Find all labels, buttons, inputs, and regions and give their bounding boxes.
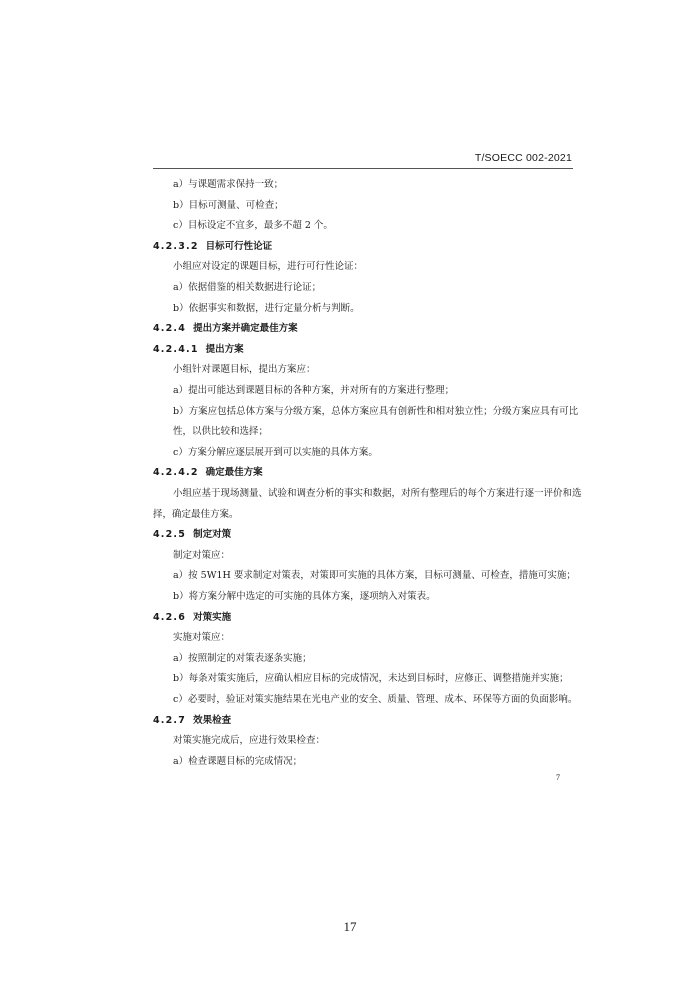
list-item: a）检查课题目标的完成情况； [173, 755, 303, 767]
list-item: c）方案分解应逐层展开到可以实施的具体方案。 [173, 446, 378, 458]
inner-page-number: 7 [556, 773, 560, 782]
list-item: a）按照制定的对策表逐条实施； [173, 652, 312, 664]
list-item: a）与课题需求保持一致； [173, 179, 284, 190]
section-number: 4.2.3.2 [153, 240, 199, 252]
section-number: 4.2.7 [153, 714, 187, 726]
list-item: b）将方案分解中选定的可实施的具体方案，逐项纳入对策表。 [173, 591, 436, 602]
section-number: 4.2.5 [153, 529, 187, 541]
section-heading [153, 526, 231, 540]
paragraph-line: 小组应基于现场测量、试验和调查分析的事实和数据，对所有整理后的每个方案进行逐一评价和选 [173, 488, 582, 499]
section-title: 确定最佳方案 [205, 467, 263, 479]
list-item: b）目标可测量、可检查； [173, 199, 284, 211]
section-heading [153, 238, 272, 252]
list-item: b）每条对策实施后，应确认相应目标的完成情况，未达到目标时，应修正、调整措施并实施； [173, 673, 569, 685]
list-item: a）依据借鉴的相关数据进行论证； [173, 282, 322, 293]
paragraph-line: 小组针对课题目标，提出方案应： [173, 364, 316, 376]
outer-page-number: 17 [343, 919, 357, 934]
section-title: 提出方案并确定最佳方案 [193, 323, 298, 335]
list-item: a）按 5W1H 要求制定对策表，对策即可实施的具体方案，目标可测量、可检查，措施可实施； [173, 570, 576, 582]
section-number: 4.2.4.1 [153, 343, 199, 355]
section-heading [153, 320, 298, 334]
paragraph-line: 制定对策应： [173, 549, 231, 561]
section-heading [153, 464, 263, 478]
section-title: 提出方案 [205, 343, 244, 355]
section-heading [153, 609, 231, 623]
section-number: 4.2.4.2 [153, 467, 199, 479]
list-item: b）方案应包括总体方案与分级方案，总体方案应具有创新性和相对独立性；分级方案应具有可比 [173, 405, 579, 417]
paragraph-line: 实施对策应： [173, 632, 231, 644]
list-item: b）依据事实和数据，进行定量分析与判断。 [173, 302, 360, 314]
header-rule [153, 168, 573, 169]
paragraph-line: 性，以供比较和选择； [173, 426, 269, 438]
section-title: 对策实施 [193, 611, 232, 623]
section-number: 4.2.6 [153, 611, 187, 623]
paragraph-line: 小组应对设定的课题目标，进行可行性论证： [173, 261, 364, 273]
list-item: c）目标设定不宜多，最多不超 2 个。 [173, 220, 333, 232]
paragraph-line: 择，确定最佳方案。 [153, 508, 239, 520]
list-item: c）必要时，验证对策实施结果在光电产业的安全、质量、管理、成本、环保等方面的负面影响。 [173, 694, 578, 705]
section-heading [153, 712, 231, 726]
paragraph-line: 对策实施完成后，应进行效果检查： [173, 735, 326, 747]
list-item: a）提出可能达到课题目标的各种方案，并对所有的方案进行整理； [173, 385, 455, 396]
section-heading [153, 341, 244, 355]
standard-code: T/SOECC 002-2021 [474, 152, 572, 164]
section-title: 效果检查 [193, 714, 232, 726]
section-title: 制定对策 [193, 529, 232, 541]
section-number: 4.2.4 [153, 323, 187, 335]
section-title: 目标可行性论证 [205, 240, 273, 252]
